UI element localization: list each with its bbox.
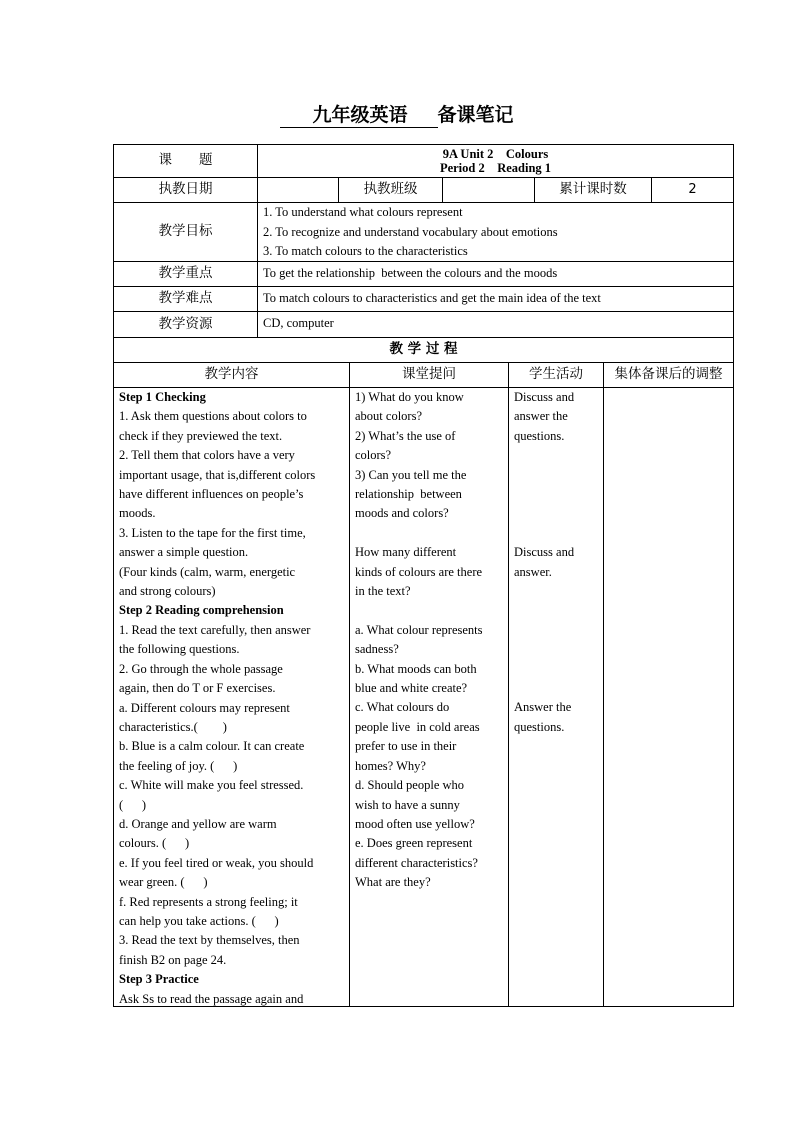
col-header-questions: 课堂提问 bbox=[349, 363, 508, 387]
question-line: sadness? bbox=[355, 642, 399, 657]
process-heading: 教 学 过 程 bbox=[389, 341, 458, 358]
title-blank-right bbox=[410, 107, 438, 128]
difficulties-text: To match colours to characteristics and get the main idea of the text bbox=[257, 287, 733, 311]
activity-line: answer the bbox=[514, 409, 568, 424]
title-blank-left bbox=[280, 107, 310, 128]
content-line: Ask Ss to read the passage again and bbox=[119, 991, 304, 1006]
content-line: 3. Read the text by themselves, then bbox=[119, 933, 300, 948]
content-line: ( ) bbox=[119, 797, 147, 812]
content-line: characteristics.( ) bbox=[119, 719, 227, 734]
content-line: d. Orange and yellow are warm bbox=[119, 816, 277, 831]
question-line: kinds of colours are there bbox=[355, 564, 483, 579]
activity-line bbox=[514, 582, 598, 601]
content-line: important usage, that is,different colors bbox=[119, 467, 316, 482]
content-column bbox=[114, 388, 349, 1006]
date-label: 执教日期 bbox=[158, 181, 213, 198]
question-line bbox=[355, 524, 503, 543]
process-heading-row bbox=[113, 337, 734, 362]
activity-line bbox=[514, 640, 598, 659]
question-line: e. Does green represent bbox=[355, 836, 473, 851]
content-line: 2. Tell them that colors have a very bbox=[119, 448, 295, 463]
key-points-text: To get the relationship between the colours and the moods bbox=[257, 262, 733, 286]
activity-line: Discuss and bbox=[514, 545, 575, 560]
topic-unit: 9A Unit 2 Colours bbox=[442, 147, 549, 161]
activity-line bbox=[514, 601, 598, 620]
content-line: finish B2 on page 24. bbox=[119, 952, 227, 967]
col-header-activities: 学生活动 bbox=[508, 363, 603, 387]
question-line: mood often use yellow? bbox=[355, 816, 475, 831]
activity-line: Answer the bbox=[514, 700, 572, 715]
activity-line bbox=[514, 660, 598, 679]
activity-line bbox=[514, 621, 598, 640]
class-value[interactable] bbox=[442, 178, 534, 202]
question-line: c. What colours do bbox=[355, 700, 450, 715]
question-line: prefer to use in their bbox=[355, 739, 457, 754]
content-line: c. White will make you feel stressed. bbox=[119, 778, 304, 793]
content-line: moods. bbox=[119, 506, 156, 521]
content-line: (Four kinds (calm, warm, energetic bbox=[119, 564, 296, 579]
title-subject: 九年级英语 bbox=[310, 100, 409, 128]
content-line: 3. Listen to the tape for the first time, bbox=[119, 525, 306, 540]
activity-line: questions. bbox=[514, 428, 565, 443]
date-value[interactable] bbox=[257, 178, 338, 202]
question-line: What are they? bbox=[355, 875, 431, 890]
resources-row bbox=[113, 311, 734, 337]
activity-line bbox=[514, 485, 598, 504]
question-line: a. What colour represents bbox=[355, 622, 483, 637]
content-line: 1. Ask them questions about colors to bbox=[119, 409, 307, 424]
activities-column bbox=[508, 388, 603, 1006]
adjustments-column[interactable] bbox=[603, 388, 733, 1006]
objective-item: 2. To recognize and understand vocabulary about emotions bbox=[263, 224, 558, 239]
info-row bbox=[113, 177, 734, 202]
activity-line bbox=[514, 466, 598, 485]
lesson-plan-table bbox=[113, 144, 734, 1007]
activity-line bbox=[514, 504, 598, 523]
content-line: check if they previewed the text. bbox=[119, 428, 283, 443]
content-line: answer a simple question. bbox=[119, 545, 249, 560]
question-line: different characteristics? bbox=[355, 855, 478, 870]
question-line: in the text? bbox=[355, 584, 411, 599]
content-line: have different influences on people’s bbox=[119, 487, 304, 502]
objective-item: 1. To understand what colours represent bbox=[263, 205, 463, 219]
class-label: 执教班级 bbox=[338, 178, 442, 202]
question-line: d. Should people who bbox=[355, 778, 465, 793]
question-line: relationship between bbox=[355, 487, 462, 502]
difficulties-row bbox=[113, 286, 734, 311]
key-points-label: 教学重点 bbox=[158, 265, 213, 282]
content-line: the following questions. bbox=[119, 642, 240, 657]
resources-text: CD, computer bbox=[257, 312, 733, 337]
activity-line bbox=[514, 679, 598, 698]
question-line: 1) What do you know bbox=[355, 390, 464, 404]
objectives-list bbox=[257, 203, 733, 261]
content-line: can help you take actions. ( ) bbox=[119, 913, 279, 928]
activity-line: answer. bbox=[514, 564, 552, 579]
objective-item: 3. To match colours to the characteristics bbox=[263, 244, 468, 258]
content-line: 2. Go through the whole passage bbox=[119, 661, 283, 676]
content-line: Step 3 Practice bbox=[119, 972, 199, 987]
process-body-row bbox=[113, 387, 734, 1007]
question-line: 2) What’s the use of bbox=[355, 428, 456, 443]
process-header-row bbox=[113, 362, 734, 387]
content-line: the feeling of joy. ( ) bbox=[119, 758, 238, 773]
content-line: 1. Read the text carefully, then answer bbox=[119, 622, 311, 637]
content-line: colours. ( ) bbox=[119, 836, 190, 851]
content-line: again, then do T or F exercises. bbox=[119, 681, 276, 696]
question-line: colors? bbox=[355, 448, 392, 463]
question-line: 3) Can you tell me the bbox=[355, 467, 467, 482]
objectives-row bbox=[113, 202, 734, 261]
content-line: Step 2 Reading comprehension bbox=[119, 603, 284, 618]
resources-label: 教学资源 bbox=[158, 315, 213, 332]
question-line: homes? Why? bbox=[355, 758, 426, 773]
content-line: a. Different colours may represent bbox=[119, 700, 290, 715]
question-line: How many different bbox=[355, 545, 457, 560]
topic-label: 课 题 bbox=[158, 152, 213, 169]
title-notes: 备课笔记 bbox=[437, 104, 514, 126]
col-header-content: 教学内容 bbox=[204, 366, 259, 383]
question-line: wish to have a sunny bbox=[355, 797, 460, 812]
activity-line: questions. bbox=[514, 719, 565, 734]
topic-row bbox=[113, 144, 734, 177]
activity-line bbox=[514, 524, 598, 543]
content-line: Step 1 Checking bbox=[119, 390, 206, 404]
content-line: and strong colours) bbox=[119, 584, 216, 599]
content-line: e. If you feel tired or weak, you should bbox=[119, 855, 314, 870]
questions-column bbox=[349, 388, 508, 1006]
key-points-row bbox=[113, 261, 734, 286]
question-line bbox=[355, 601, 503, 620]
question-line: b. What moods can both bbox=[355, 661, 477, 676]
content-line: wear green. ( ) bbox=[119, 875, 208, 890]
question-line: blue and white create? bbox=[355, 681, 468, 696]
objectives-label: 教学目标 bbox=[158, 223, 213, 240]
activity-line: Discuss and bbox=[514, 390, 575, 404]
document-title bbox=[0, 100, 794, 128]
lesson-count-value: 2 bbox=[651, 178, 733, 202]
col-header-adjustments: 集体备课后的调整 bbox=[603, 363, 733, 387]
question-line: people live in cold areas bbox=[355, 719, 480, 734]
content-line: f. Red represents a strong feeling; it bbox=[119, 894, 298, 909]
lesson-count-label: 累计课时数 bbox=[534, 178, 651, 202]
question-line: moods and colors? bbox=[355, 506, 449, 521]
question-line: about colors? bbox=[355, 409, 422, 424]
difficulties-label: 教学难点 bbox=[158, 290, 213, 307]
content-line: b. Blue is a calm colour. It can create bbox=[119, 739, 305, 754]
topic-value bbox=[257, 145, 733, 177]
topic-period: Period 2 Reading 1 bbox=[439, 161, 552, 175]
activity-line bbox=[514, 446, 598, 465]
